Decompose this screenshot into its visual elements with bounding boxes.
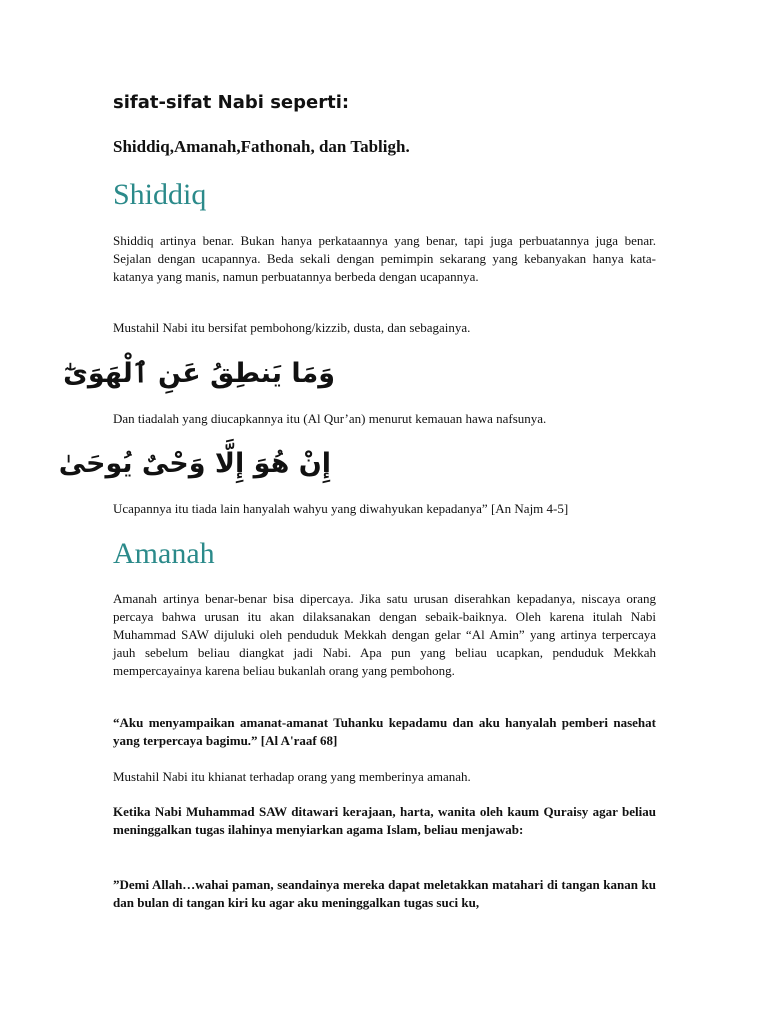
amanah-paragraph-3: Ketika Nabi Muhammad SAW ditawari kerajaan, harta, wanita oleh kaum Quraisy agar beliau meninggalkan tugas ilahinya menyiarkan agama Islam, beliau menjawab: (113, 804, 656, 837)
amanah-paragraph-4: ”Demi Allah…wahai paman, seandainya mereka dapat meletakkan matahari di tangan kanan ku dan bulan di tangan kiri ku agar aku meninggalkan tugas suci ku, (113, 877, 656, 910)
amanah-quote: “Aku menyampaikan amanat-amanat Tuhanku kepadamu dan aku hanyalah pemberi nasehat yang terpercaya bagimu.” [Al A'raaf 68] (113, 715, 656, 748)
document-title: sifat-sifat Nabi seperti: (113, 92, 350, 113)
amanah-heading: Amanah (113, 537, 215, 570)
arabic-verse-2: إِنْ هُوَ إِلَّا وَحْىٌ يُوحَىٰ (58, 448, 331, 479)
document-subtitle: Shiddiq,Amanah,Fathonah, dan Tabligh. (113, 137, 410, 156)
shiddiq-paragraph-1: Shiddiq artinya benar. Bukan hanya perkataannya yang benar, tapi juga perbuatannya juga benar. Sejalan dengan ucapannya. Beda sekali dengan pemimpin sekarang yang kebanyakan hanya kata-katanya yang manis, namun perbuatannya berbeda dengan ucapannya. (113, 233, 656, 284)
amanah-paragraph-2: Mustahil Nabi itu khianat terhadap orang yang memberinya amanah. (113, 769, 471, 784)
amanah-paragraph-1: Amanah artinya benar-benar bisa dipercaya. Jika satu urusan diserahkan kepadanya, niscaya orang percaya bahwa urusan itu akan dilaksanakan dengan sebaik-baiknya. Oleh karena itulah Nabi Muhammad SAW dijuluki oleh penduduk Mekkah dengan gelar “Al Amin” yang artinya terpercaya jauh sebelum beliau diangkat jadi Nabi. Apa pun yang beliau ucapkan, penduduk Mekkah mempercayainya karena beliau bukanlah orang yang pembohong. (113, 591, 656, 678)
shiddiq-heading: Shiddiq (113, 178, 207, 211)
shiddiq-paragraph-2: Mustahil Nabi itu bersifat pembohong/kizzib, dusta, dan sebagainya. (113, 320, 471, 335)
shiddiq-translation-1: Dan tiadalah yang diucapkannya itu (Al Qur’an) menurut kemauan hawa nafsunya. (113, 411, 547, 426)
arabic-verse-1: وَمَا يَنطِقُ عَنِ ٱلْهَوَىٰٓ (63, 358, 335, 389)
shiddiq-translation-2: Ucapannya itu tiada lain hanyalah wahyu yang diwahyukan kepadanya” [An Najm 4-5] (113, 501, 569, 516)
